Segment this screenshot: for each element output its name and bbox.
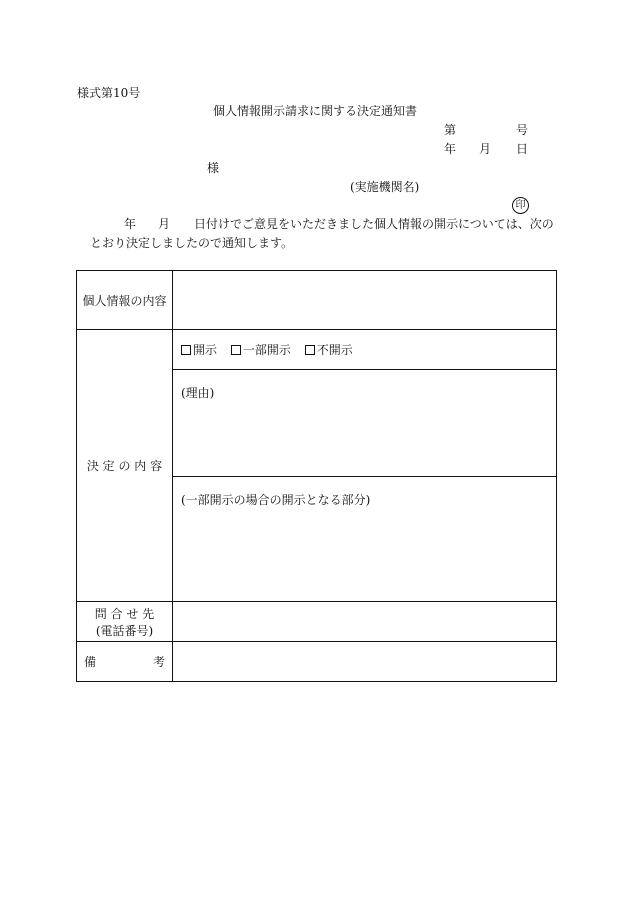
contact-label-line2: (電話番号)	[95, 623, 154, 638]
option-partial-disclose[interactable]: 一部開示	[231, 343, 291, 357]
agency-name: (実施機関名)	[350, 180, 420, 194]
contact-label-line1: 問 合 せ 先	[94, 606, 155, 621]
checkbox-icon[interactable]	[305, 345, 315, 355]
table-row	[77, 271, 557, 330]
number-prefix: 第	[444, 123, 457, 137]
remarks-field[interactable]	[173, 642, 557, 682]
checkbox-icon[interactable]	[181, 345, 191, 355]
date-day-label: 日	[516, 142, 529, 156]
seal-icon: 印	[512, 197, 529, 214]
document-title: 個人情報開示請求に関する決定通知書	[213, 104, 418, 118]
body-line-1	[124, 217, 554, 231]
reason-label: (理由)	[181, 386, 215, 400]
contact-field[interactable]	[173, 602, 557, 642]
checkbox-icon[interactable]	[231, 345, 241, 355]
remarks-label-char2: 考	[152, 655, 165, 669]
number-suffix: 号	[516, 123, 529, 137]
table-row	[77, 602, 557, 642]
body-line-2: とおり決定しましたので通知します。	[90, 236, 294, 250]
partial-disclosure-field[interactable]	[173, 477, 557, 602]
decision-options	[173, 330, 557, 370]
contact-label	[77, 602, 173, 642]
addressee-honorific: 様	[207, 161, 220, 175]
personal-info-label: 個人情報の内容	[77, 271, 173, 330]
reason-field[interactable]	[173, 370, 557, 477]
date-year-label: 年	[444, 142, 457, 156]
body-month-label: 月	[158, 217, 171, 231]
body-year-label: 年	[124, 217, 137, 231]
option-non-disclose[interactable]: 不開示	[305, 343, 353, 357]
decision-table	[76, 270, 557, 682]
personal-info-field[interactable]	[173, 271, 557, 330]
table-row	[77, 330, 557, 370]
partial-disclosure-label: (一部開示の場合の開示となる部分)	[181, 493, 371, 507]
date-month-label: 月	[479, 142, 492, 156]
table-row	[77, 642, 557, 682]
remarks-label	[77, 642, 173, 682]
decision-label: 決 定 の 内 容	[77, 330, 173, 602]
option-disclose[interactable]: 開示	[181, 343, 217, 357]
remarks-label-char1: 備	[84, 655, 97, 669]
body-line-1-text: 日付けでご意見をいただきました個人情報の開示については、次の	[194, 217, 554, 231]
form-number: 様式第10号	[77, 86, 141, 100]
